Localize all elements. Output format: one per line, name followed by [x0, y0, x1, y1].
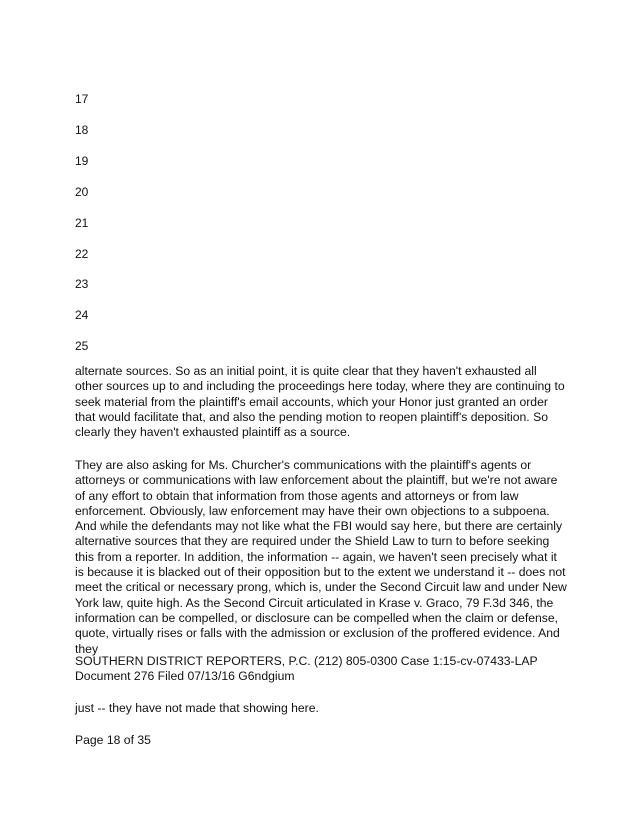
line-number-24: 24	[75, 308, 89, 322]
line-number-23: 23	[75, 277, 89, 291]
paragraph-alternate-sources: alternate sources. So as an initial point, it is quite clear that they haven't exhausted all other sources up to and including the proceedings here today, where they are continuing to seek material from the plaintiff's email accounts, which your Honor just granted an order that would facilitate that, and also the pending motion to reopen plaintiff's deposition. So clearly they haven't exhausted plaintiff as a source.	[75, 364, 565, 440]
line-number-25: 25	[75, 339, 89, 353]
line-number-17: 17	[75, 92, 89, 106]
line-number-18: 18	[75, 123, 89, 137]
line-number-20: 20	[75, 185, 89, 199]
paragraph-closing: just -- they have not made that showing here.	[75, 701, 319, 715]
page-number: Page 18 of 35	[75, 733, 151, 747]
reporter-footer: SOUTHERN DISTRICT REPORTERS, P.C. (212) 805-0300 Case 1:15-cv-07433-LAP Document 276 Filed 07/13/16 G6ndgium	[75, 654, 538, 684]
line-number-21: 21	[75, 216, 89, 230]
line-number-19: 19	[75, 154, 89, 168]
paragraph-churcher-communications: They are also asking for Ms. Churcher's communications with the plaintiff's agents or attorneys or communications with law enforcement about the plaintiff, but we're not aware of any effort to obtain that information from those agents and attorneys or from law enforcement. Obviously, law enforcement may have their own objections to a subpoena. And while the defendants may not like what the FBI would say here, but there are certainly alternative sources that they are required under the Shield Law to turn to before seeking this from a reporter. In addition, the information -- again, we haven't seen precisely what it is because it is blacked out of their opposition but to the extent we understand it -- does not meet the critical or necessary prong, which is, under the Second Circuit law and under New York law, quite high. As the Second Circuit articulated in Krase v. Graco, 79 F.3d 346, the information can be compelled, or disclosure can be compelled when the claim or defense, quote, virtually rises or falls with the admission or exclusion of the proffered evidence. And they	[75, 458, 567, 656]
line-number-22: 22	[75, 247, 89, 261]
